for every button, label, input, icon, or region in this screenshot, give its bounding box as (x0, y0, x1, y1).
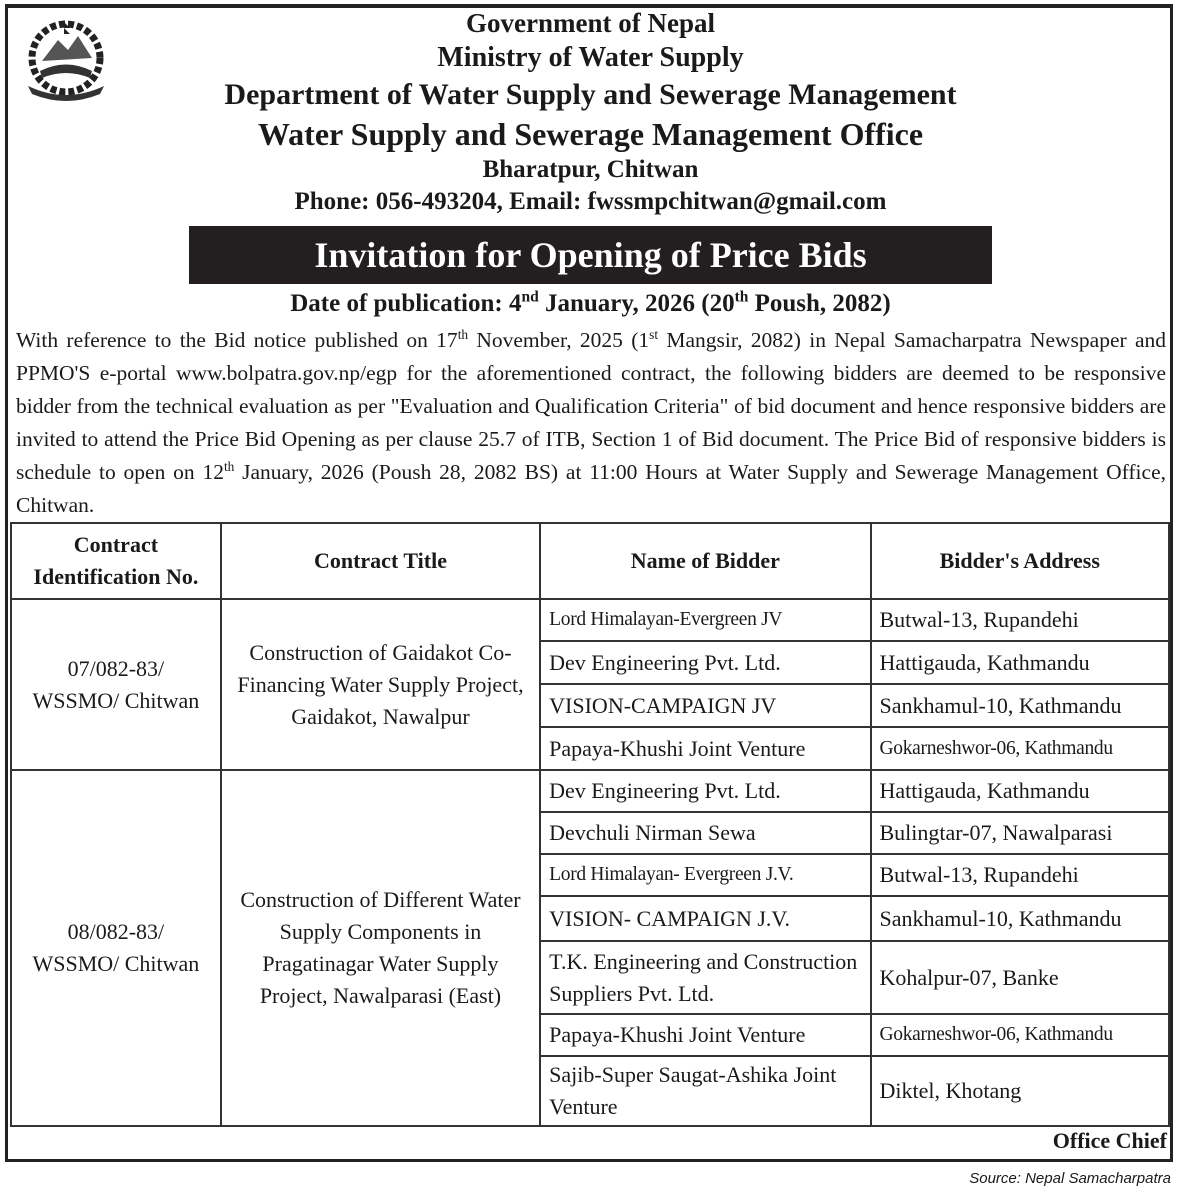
notice-body: With reference to the Bid notice published on 17th November, 2025 (1st Mangsir, 2082) in Nepal Samacharpatra Newspaper and PPMO'S e-portal www.bolpatra.gov.np/egp for the aforementioned contract, the following bidders are deemed to be responsive bidder from the technical evaluation as per "Evaluation and Qualification Criteria" of bid document and hence responsive bidders are invited to attend the Price Bid Opening as per clause 25.7 of ITB, Section 1 of Bid document. The Price Bid of responsive bidders is schedule to open on 12th January, 2026 (Poush 28, 2082 BS) at 11:00 Hours at Water Supply and Sewerage Management Office, Chitwan. (16, 326, 1167, 517)
signature: Office Chief (1052, 1128, 1167, 1153)
table-row (11, 599, 1169, 641)
office-name: Water Supply and Sewerage Management Office (257, 116, 924, 152)
bidders-table (10, 522, 1170, 1127)
bidder-address: Gokarneshwor-06, Kathmandu (871, 1014, 1170, 1056)
bidder-address: Hattigauda, Kathmandu (871, 770, 1170, 812)
column-header: Contract Title (221, 523, 540, 599)
bidder-name: Dev Engineering Pvt. Ltd. (540, 641, 870, 684)
bidder-name: Devchuli Nirman Sewa (540, 812, 870, 854)
bidder-name: Lord Himalayan- Evergreen J.V. (540, 854, 870, 896)
bidder-address: Butwal-13, Rupandehi (871, 599, 1170, 641)
bidder-address: Diktel, Khotang (871, 1056, 1170, 1126)
department-name: Department of Water Supply and Sewerage Management (224, 78, 957, 111)
bidder-name: Sajib-Super Saugat-Ashika Joint Venture (540, 1056, 870, 1126)
bidder-address: Gokarneshwor-06, Kathmandu (871, 727, 1170, 770)
source-credit: Source: Nepal Samacharpatra (969, 1170, 1171, 1187)
column-header: Contract Identification No. (11, 523, 221, 599)
table-row (11, 770, 1169, 812)
bidder-address: Bulingtar-07, Nawalparasi (871, 812, 1170, 854)
contact-info: Phone: 056-493204, Email: fwssmpchitwan@gmail.com (294, 188, 887, 215)
bidder-address: Sankhamul-10, Kathmandu (871, 684, 1170, 727)
table-header-row (11, 523, 1169, 599)
column-header: Bidder's Address (871, 523, 1170, 599)
contract-title: Construction of Different Water Supply Components in Pragatinagar Water Supply Project, Nawalparasi (East) (221, 770, 540, 1126)
contract-id: 07/082-83/ WSSMO/ Chitwan (11, 599, 221, 770)
notice-title: Invitation for Opening of Price Bids (189, 226, 992, 284)
publication-date: Date of publication: 4nd January, 2026 (20th Poush, 2082) (290, 288, 891, 317)
bidder-name: Dev Engineering Pvt. Ltd. (540, 770, 870, 812)
office-location: Bharatpur, Chitwan (482, 156, 699, 183)
bidder-address: Hattigauda, Kathmandu (871, 641, 1170, 684)
bidder-name: Papaya-Khushi Joint Venture (540, 1014, 870, 1056)
bidder-name: Papaya-Khushi Joint Venture (540, 727, 870, 770)
government-name: Government of Nepal (466, 8, 715, 38)
column-header: Name of Bidder (540, 523, 870, 599)
ministry-name: Ministry of Water Supply (437, 42, 744, 73)
contract-id: 08/082-83/ WSSMO/ Chitwan (11, 770, 221, 1126)
bidder-name: VISION-CAMPAIGN JV (540, 684, 870, 727)
bidder-address: Butwal-13, Rupandehi (871, 854, 1170, 896)
contract-title: Construction of Gaidakot Co-Financing Water Supply Project, Gaidakot, Nawalpur (221, 599, 540, 770)
bidder-name: VISION- CAMPAIGN J.V. (540, 896, 870, 941)
bidder-address: Kohalpur-07, Banke (871, 941, 1170, 1014)
bidder-address: Sankhamul-10, Kathmandu (871, 896, 1170, 941)
bidder-name: Lord Himalayan-Evergreen JV (540, 599, 870, 641)
bidder-name: T.K. Engineering and Construction Suppliers Pvt. Ltd. (540, 941, 870, 1014)
